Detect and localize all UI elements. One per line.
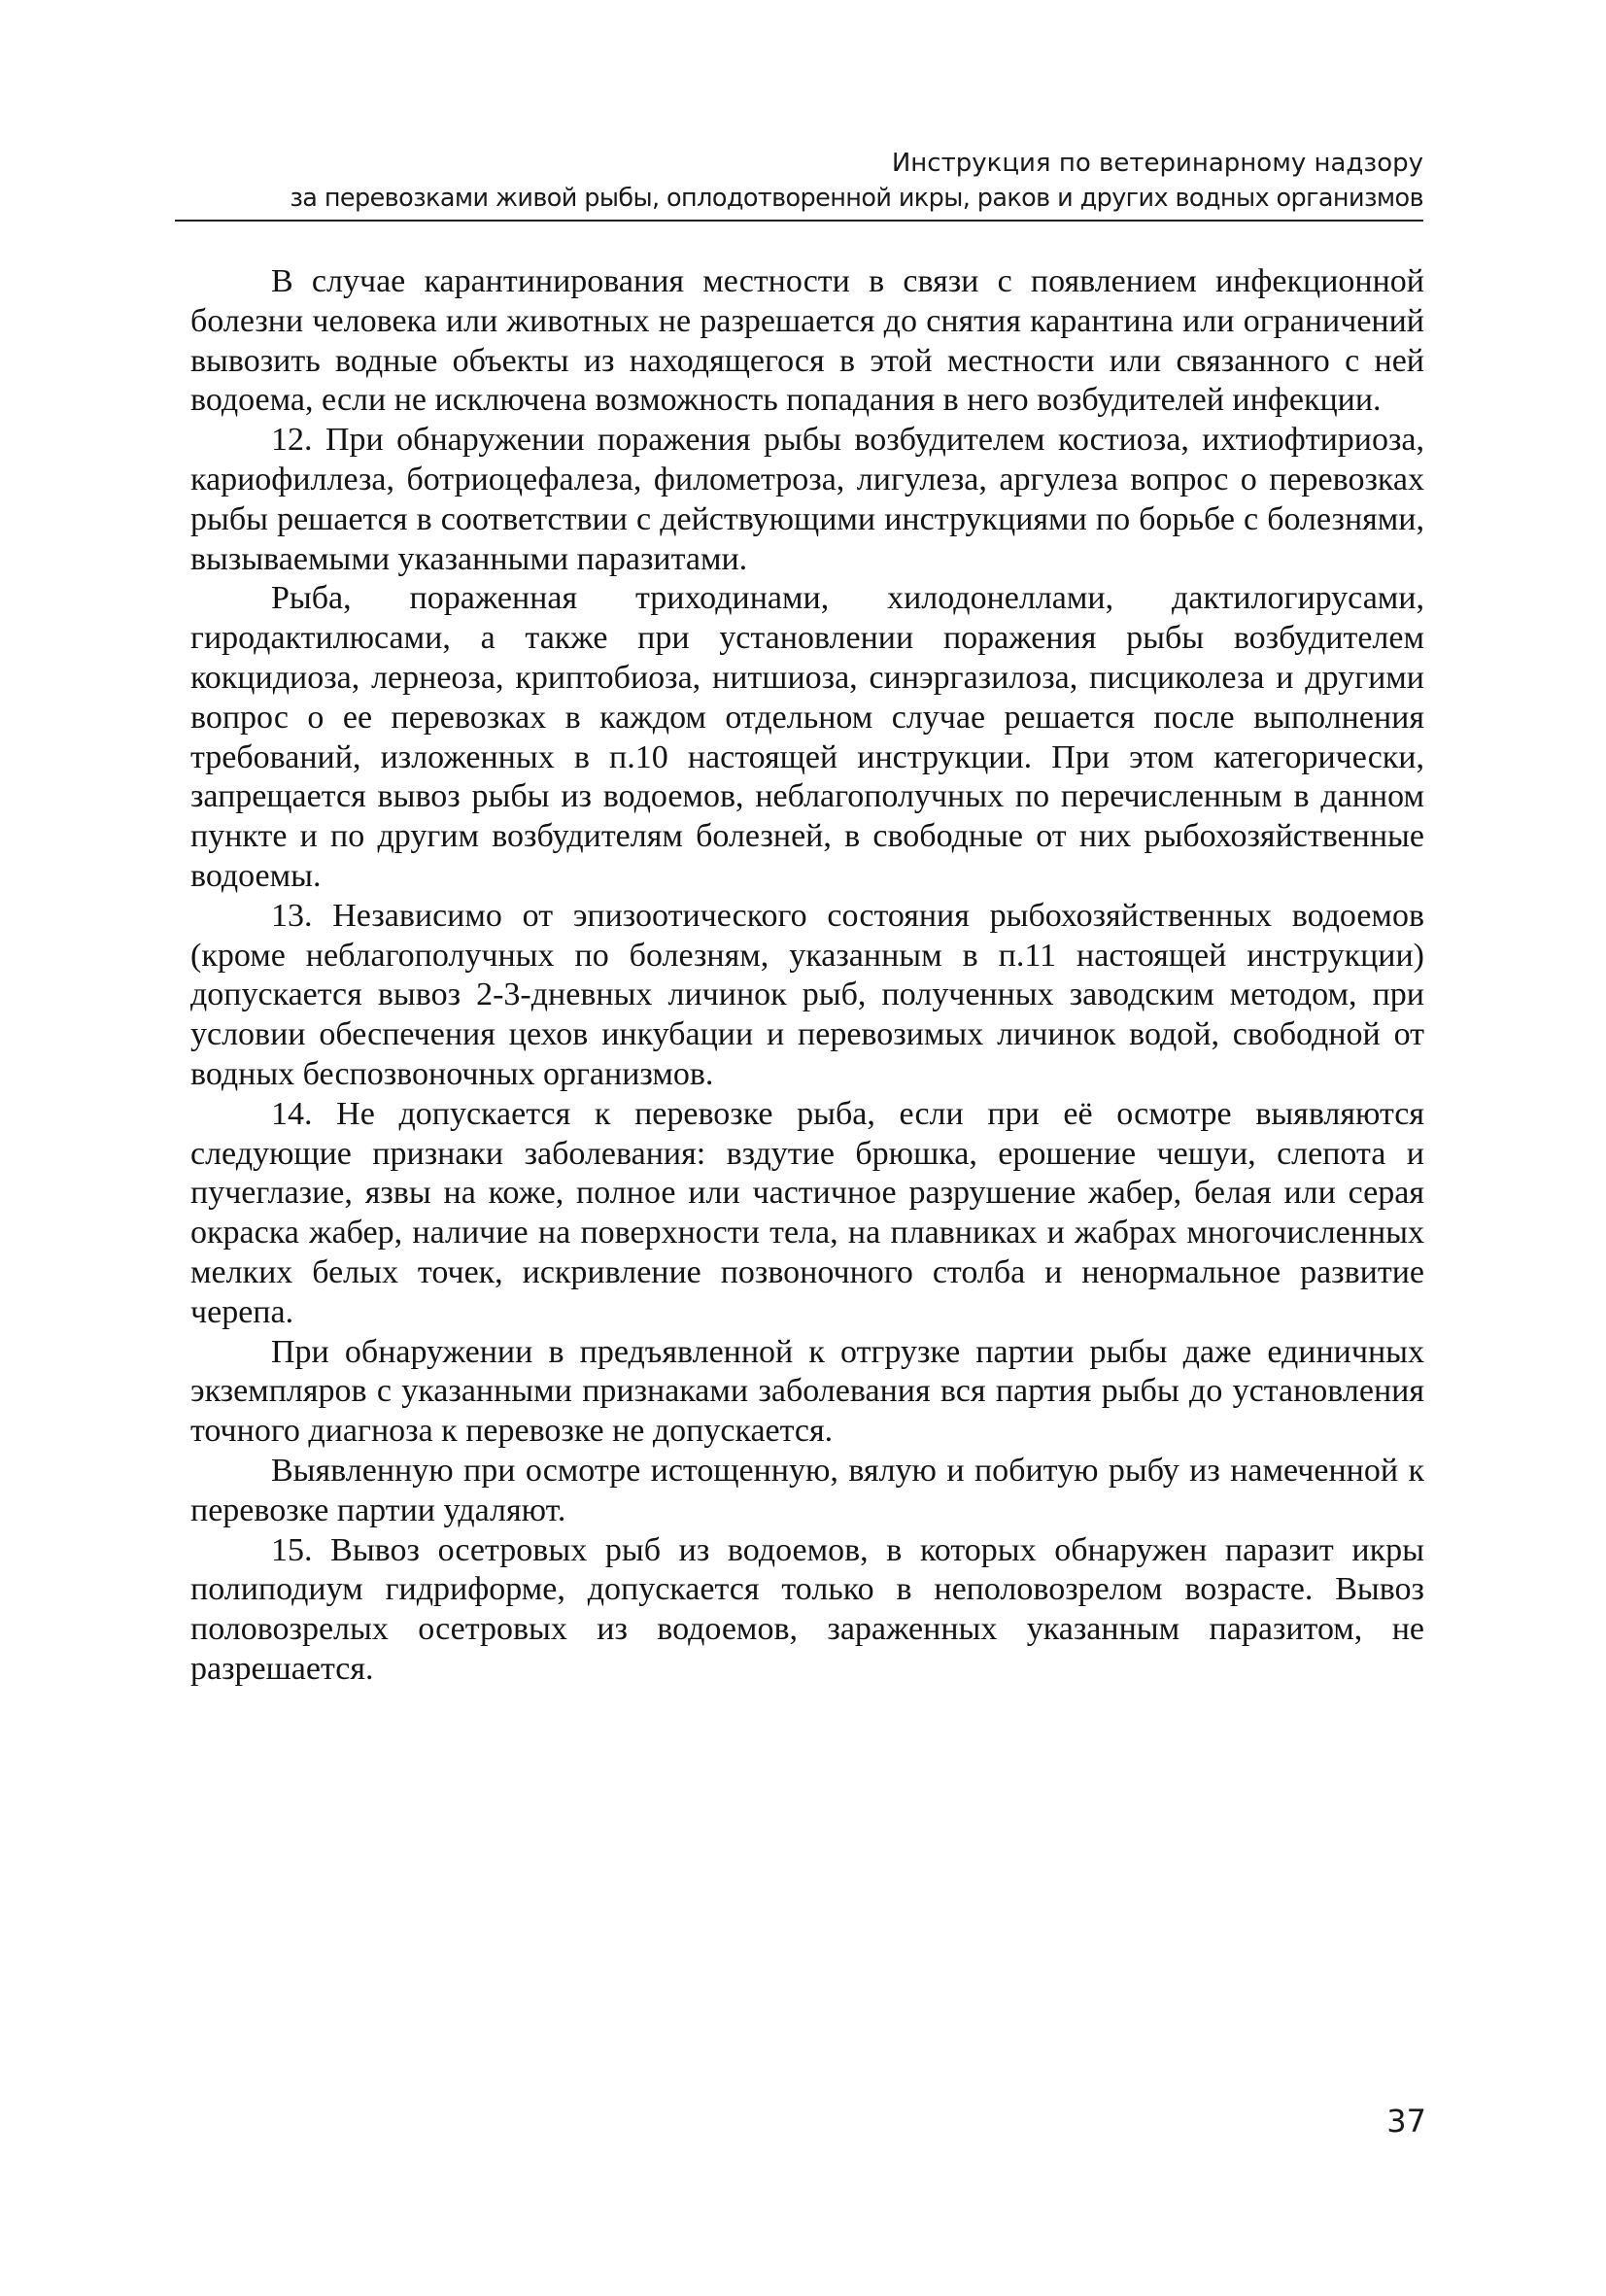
paragraph-quarantine: В случае карантинирования местности в связи с появлением инфекционной болезни человека или животных не разрешается до снятия карантина или ограничений вывозить водные объекты из находящегося в этой местности или связанного с ней водоема, если не исключена возможность попадания в него возбудителей инфекции. [190, 263, 1424, 419]
paragraph-item-14: 14. Не допускается к перевозке рыба, если при её осмотре выявляются следующие признаки заболевания: вздутие брюшка, ерошение чешуи, слепота и пучеглазие, язвы на коже, полное или частичное разрушение жабер, белая или серая окраска жабер, наличие на поверхности тела, на плавниках и жабрах многочисленных мелких белых точек, искривление позвоночного столба и ненормальное развитие черепа. [190, 1095, 1424, 1330]
paragraph-item-14-removal: Выявленную при осмотре истощенную, вялую и побитую рыбу из намеченной к перевозке партии удаляют. [190, 1452, 1424, 1528]
paragraph-item-12-parasites: Рыба, пораженная триходинами, хилодонеллами, дактилогирусами, гиродактилюсами, а также при установлении поражения рыбы возбудителем кокцидиоза, лернеоза, криптобиоза, нитшиоза, синэргазилоза, писциколеза и другими вопрос о ее перевозках в каждом отдельном случае решается после выполнения требований, изложенных в п.10 настоящей инструкции. При этом категорически, запрещается вывоз рыбы из водоемов, неблагополучных по перечисленным в данном пункте и по другим возбудителям болезней, в свободные от них рыбохозяйственные водоемы. [190, 580, 1424, 894]
document-body [190, 262, 1424, 1690]
page-number: 37 [1386, 2103, 1426, 2140]
running-header-title: Инструкция по ветеринарному надзору [891, 149, 1423, 178]
paragraph-item-13: 13. Независимо от эпизоотического состояния рыбохозяйственных водоемов (кроме неблагополучных по болезням, указанным в п.11 настоящей инструкции) допускается вывоз 2-3-дневных личинок рыб, полученных заводским методом, при условии обеспечения цехов инкубации и перевозимых личинок водой, свободной от водных беспозвоночных организмов. [190, 897, 1424, 1092]
running-header [175, 146, 1423, 216]
header-divider [175, 220, 1423, 222]
running-header-subtitle: за перевозками живой рыбы, оплодотворенной икры, раков и других водных организмов [290, 184, 1423, 213]
paragraph-item-14-batch: При обнаружении в предъявленной к отгрузке партии рыбы даже единичных экземпляров с указанными признаками заболевания вся партия рыбы до установления точного диагноза к перевозке не допускается. [190, 1333, 1424, 1450]
paragraph-item-12: 12. При обнаружении поражения рыбы возбудителем костиоза, ихтиофтириоза, кариофиллеза, ботриоцефалеза, филометроза, лигулеза, аргулеза вопрос о перевозках рыбы решается в соответствии с действующими инструкциями по борьбе с болезнями, вызываемыми указанными паразитами. [190, 422, 1424, 577]
paragraph-item-15: 15. Вывоз осетровых рыб из водоемов, в которых обнаружен паразит икры полиподиум гидриформе, допускается только в неполовозрелом возрасте. Вывоз половозрелых осетровых из водоемов, зараженных указанным паразитом, не разрешается. [190, 1531, 1424, 1687]
